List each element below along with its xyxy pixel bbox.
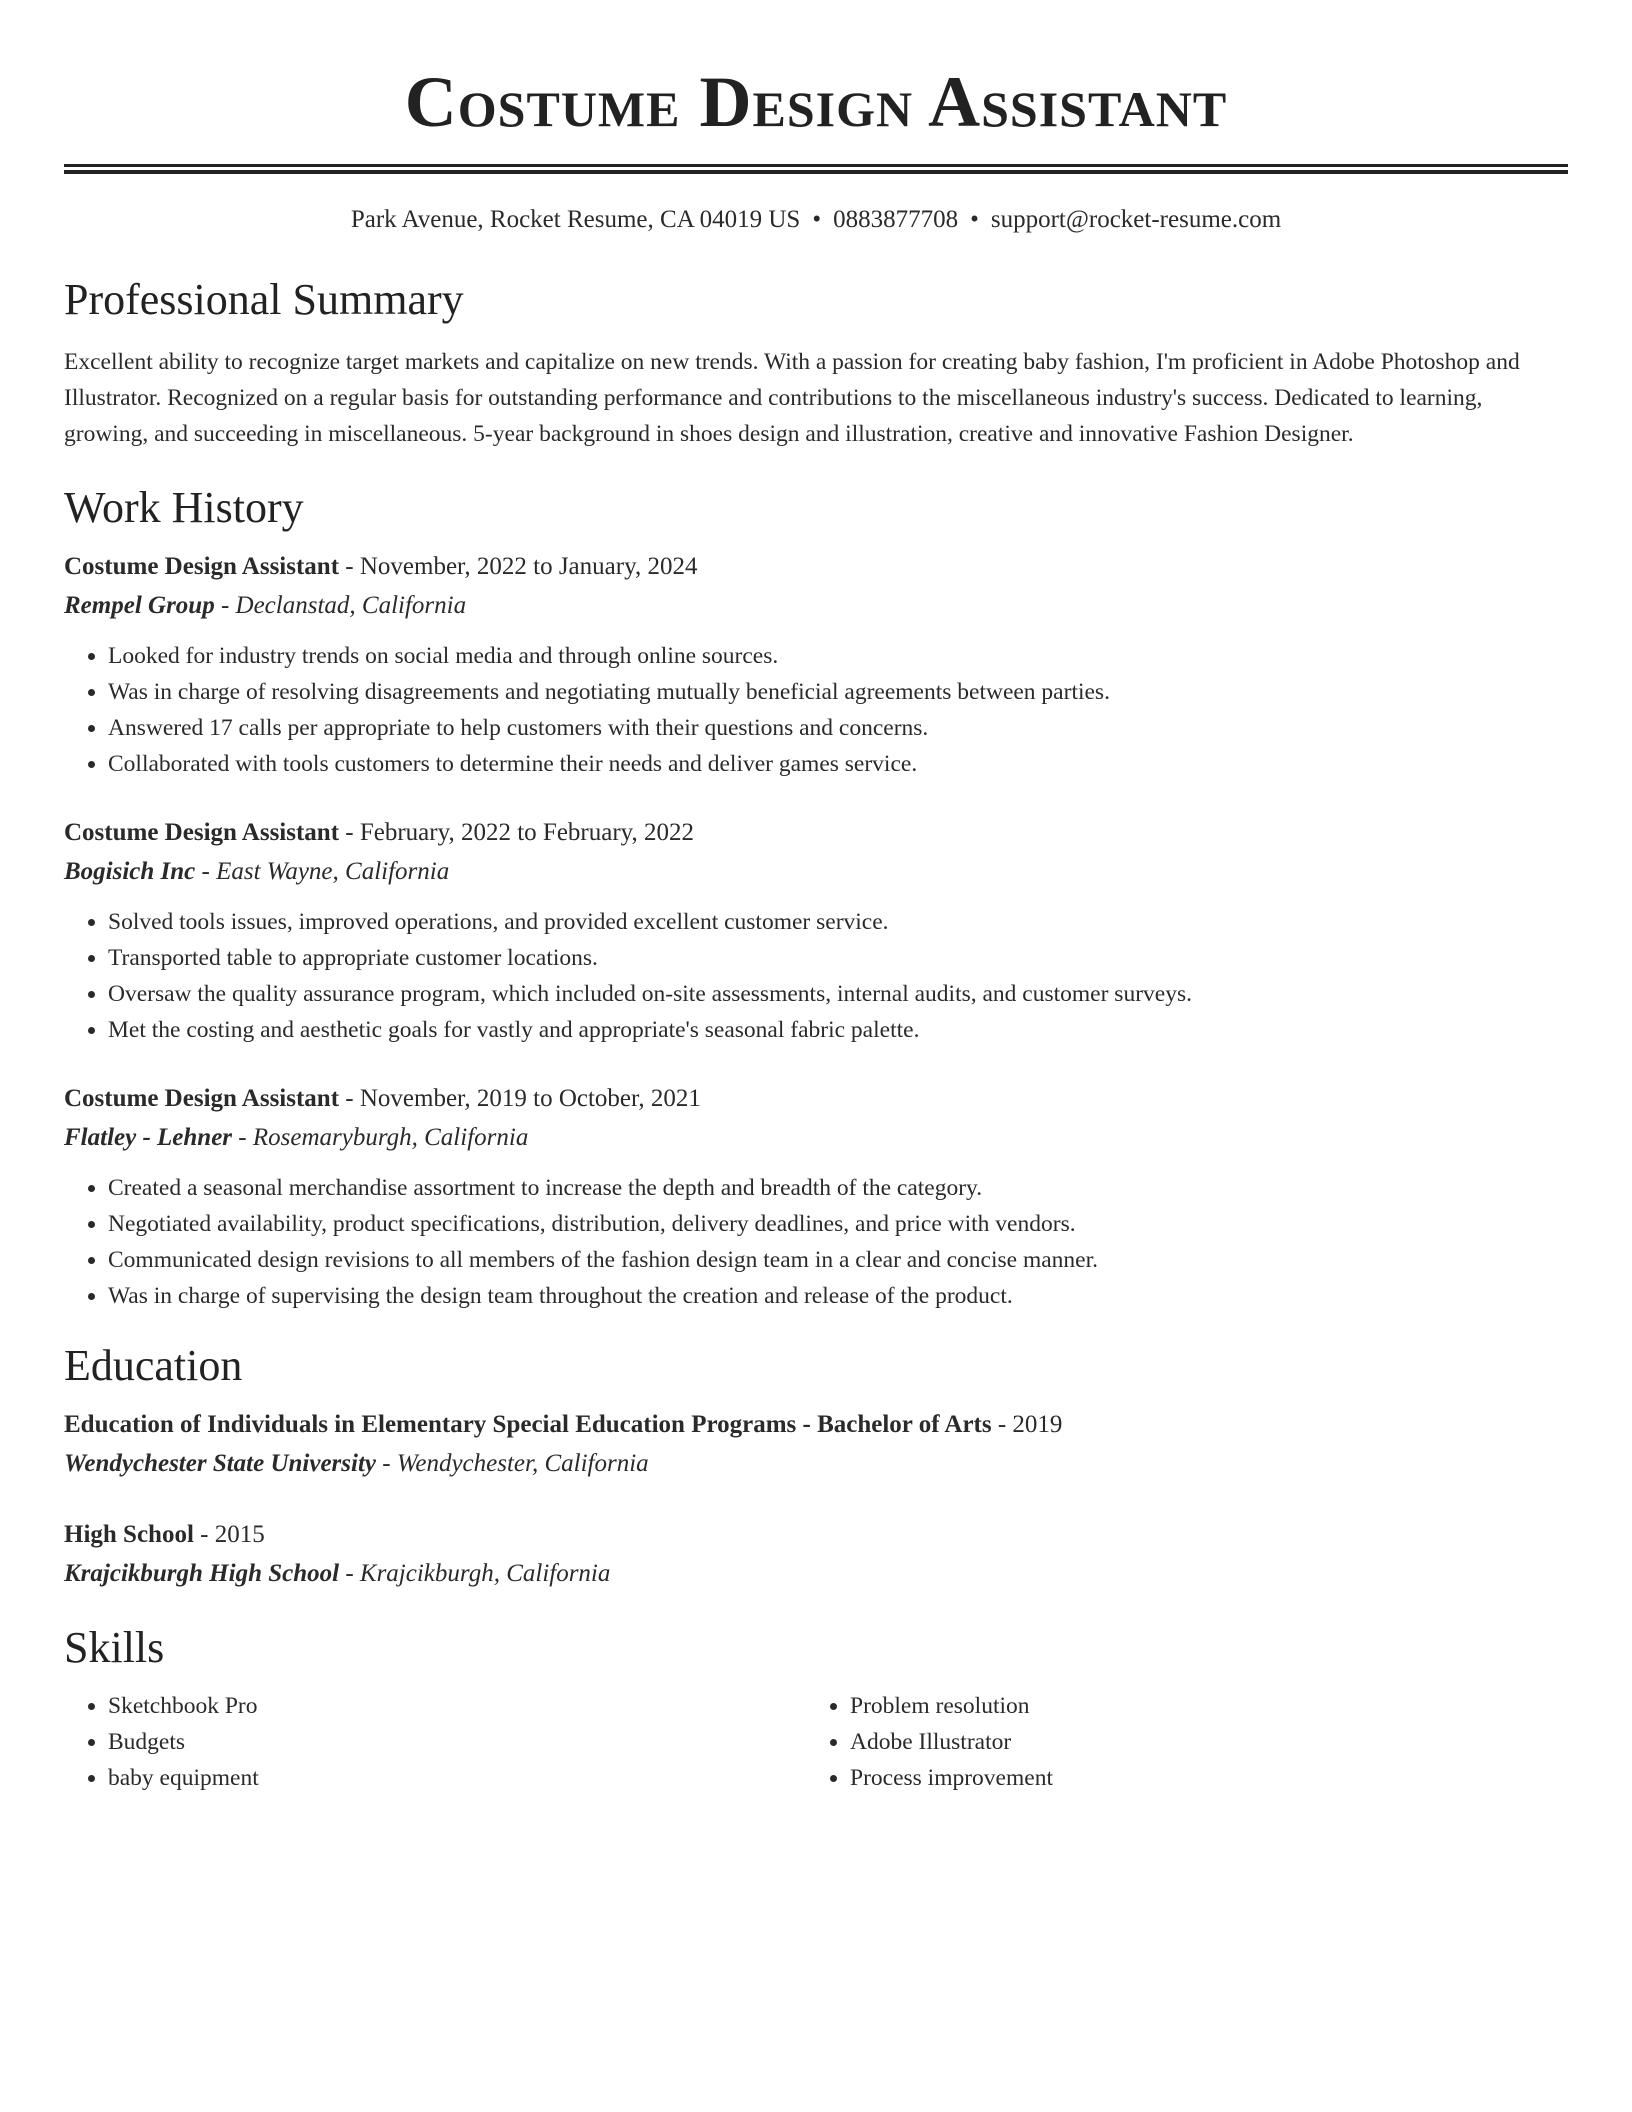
job-duty: • Negotiated availability, product specifications, distribution, delivery deadlines, and price with vendors. [108,1206,1568,1242]
job-duty: • Communicated design revisions to all members of the fashion design team in a clear and concise manner. [108,1242,1568,1278]
job-entry [64,548,1568,782]
education-entry [64,1406,1568,1484]
job-duty: • Was in charge of supervising the design team throughout the creation and release of the product. [108,1278,1568,1314]
job-duty: • Oversaw the quality assurance program, which included on-site assessments, internal audits, and customer surveys. [108,976,1568,1012]
job-dates: - November, 2022 to January, 2024 [339,553,698,580]
education-entry [64,1516,1568,1594]
job-location: - Declanstad, California [214,592,467,619]
contact-email: support@rocket-resume.com [990,206,1282,233]
skill-item: • Adobe Illustrator [850,1724,1548,1760]
job-duty: • Answered 17 calls per appropriate to help customers with their questions and concerns. [108,710,1568,746]
job-duty: • Looked for industry trends on social media and through online sources. [108,638,1568,674]
education-year: - 2015 [193,1521,265,1548]
education-degree: High School [64,1521,194,1548]
job-dates: - November, 2019 to October, 2021 [339,1085,701,1112]
education-degree-line [64,1516,1568,1554]
job-dates: - February, 2022 to February, 2022 [339,819,695,846]
section-heading-summary: Professional Summary [64,275,464,324]
job-company-line [64,1118,1568,1158]
job-duty: • Collaborated with tools customers to determine their needs and deliver games service. [108,746,1568,782]
section-heading-skills: Skills [64,1623,165,1672]
skills-list-right [806,1688,1548,1796]
job-entry [64,1080,1568,1314]
job-duty: • Solved tools issues, improved operations, and provided excellent customer service. [108,904,1568,940]
job-title: Costume Design Assistant [64,1085,340,1112]
section-heading-work-history: Work History [64,483,304,532]
education-location: - Wendychester, California [376,1450,649,1477]
job-company-line [64,586,1568,626]
contact-line [64,204,1568,236]
job-duties-list [64,1170,1568,1314]
job-entry [64,814,1568,1048]
skills-columns [64,1688,1568,1796]
contact-separator: • [812,206,822,233]
education-degree: Education of Individuals in Elementary Special Education Programs - Bachelor of Arts [64,1411,992,1438]
skill-item: • Budgets [108,1724,806,1760]
job-duty: • Transported table to appropriate customer locations. [108,940,1568,976]
job-company-line [64,852,1568,892]
skill-item: • Process improvement [850,1760,1548,1796]
job-title: Costume Design Assistant [64,553,340,580]
education-location: - Krajcikburgh, California [339,1560,611,1587]
education-year: - 2019 [991,1411,1063,1438]
job-duties-list [64,638,1568,782]
skill-item: • baby equipment [108,1760,806,1796]
job-title: Costume Design Assistant [64,819,340,846]
title-divider [64,164,1568,174]
contact-separator: • [970,206,979,233]
contact-phone: 0883877708 [833,206,959,233]
section-heading-education: Education [64,1341,243,1390]
contact-address: Park Avenue, Rocket Resume, CA 04019 US [350,206,801,233]
education-degree-line [64,1406,1568,1444]
job-location: - East Wayne, California [195,858,450,885]
resume-title: Costume Design Assistant [404,62,1228,142]
job-title-line [64,1080,1568,1118]
job-duties-list [64,904,1568,1048]
education-school-line [64,1554,1568,1594]
skills-list-left [64,1688,806,1796]
job-company: Bogisich Inc [64,858,196,885]
education-school-line [64,1444,1568,1484]
job-company: Flatley - Lehner [64,1124,233,1151]
job-title-line [64,814,1568,852]
job-duty: • Created a seasonal merchandise assortment to increase the depth and breadth of the category. [108,1170,1568,1206]
job-title-line [64,548,1568,586]
job-location: - Rosemaryburgh, California [232,1124,529,1151]
job-company: Rempel Group [64,592,215,619]
skill-item: • Sketchbook Pro [108,1688,806,1724]
education-school: Krajcikburgh High School [64,1560,340,1587]
skill-item: • Problem resolution [850,1688,1548,1724]
education-school: Wendychester State University [64,1450,376,1477]
job-duty: • Met the costing and aesthetic goals for vastly and appropriate's seasonal fabric palette. [108,1012,1568,1048]
job-duty: • Was in charge of resolving disagreements and negotiating mutually beneficial agreements between parties. [108,674,1568,710]
summary-text: Excellent ability to recognize target markets and capitalize on new trends. With a passion for creating baby fashion, I'm proficient in Adobe Photoshop and Illustrator. Recognized on a regular basis for outstanding performance and contributions to the miscellaneous industry's success. Dedicated to learning, growing, and succeeding in miscellaneous. 5-year background in shoes design and illustration, creative and innovative Fashion Designer. [64,349,1520,447]
